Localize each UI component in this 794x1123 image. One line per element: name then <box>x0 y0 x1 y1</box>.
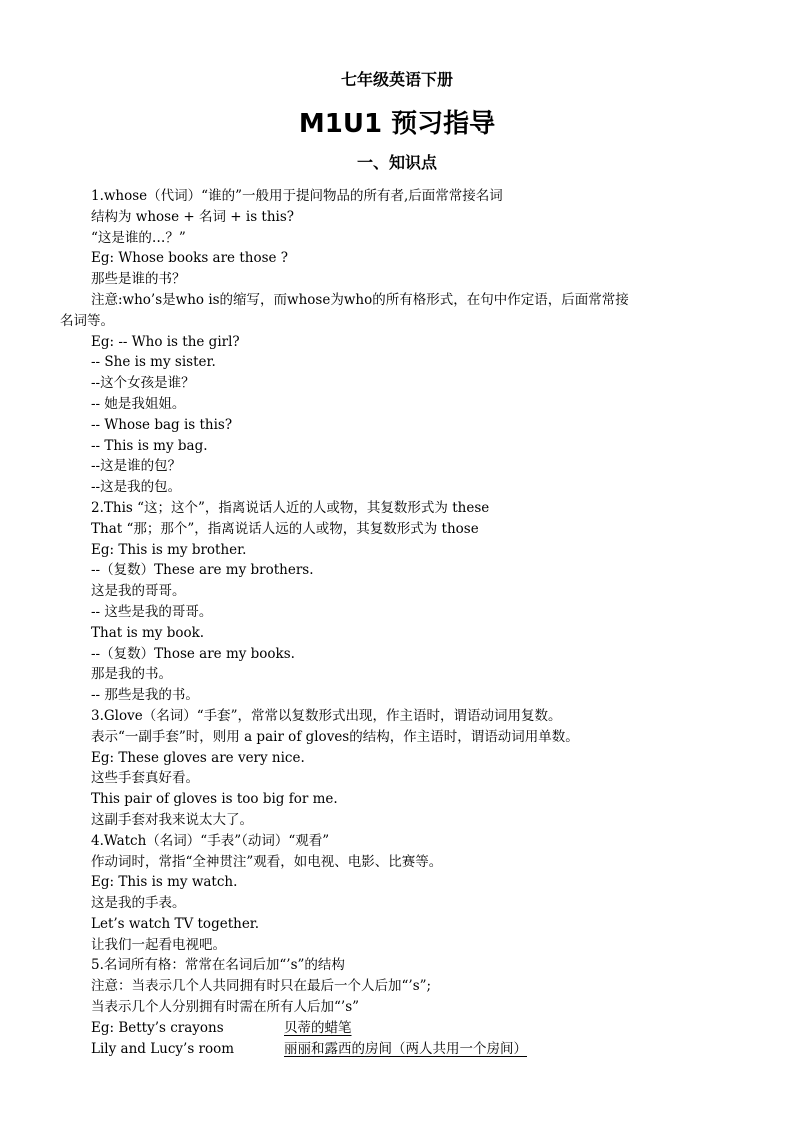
document-subtitle: M1U1 预习指导 <box>298 109 496 139</box>
section-heading: 一、知识点 <box>356 153 437 172</box>
text-line: -- She is my sister. <box>91 354 216 371</box>
text-line: 5.名词所有格：常常在名词后加“’s”的结构 <box>91 957 345 974</box>
text-line: 这是我的哥哥。 <box>91 583 186 600</box>
text-line: 那些是谁的书？ <box>91 271 186 288</box>
example-chinese: 贝蒂的蜡笔 <box>284 1019 352 1036</box>
text-line: -- 这些是我的哥哥。 <box>91 603 213 620</box>
text-line: Eg: -- Who is the girl? <box>91 333 240 350</box>
text-line: 那是我的书。 <box>91 666 172 683</box>
body-text <box>60 186 750 1059</box>
text-line: This pair of gloves is too big for me. <box>91 791 338 808</box>
text-line: Eg: These gloves are very nice. <box>91 749 305 766</box>
text-line: -- This is my bag. <box>91 437 208 454</box>
document-title: 七年级英语下册 <box>340 70 453 89</box>
text-line: 3.Glove（名词）“手套”，常常以复数形式出现，作主语时，谓语动词用复数。 <box>91 707 562 724</box>
text-line: 结构为 whose + 名词 + is this? <box>91 208 295 225</box>
example-english: Eg: Betty’s crayons <box>91 1019 224 1036</box>
text-line: 这副手套对我来说太大了。 <box>91 811 253 828</box>
text-line: 这是我的手表。 <box>91 895 186 912</box>
text-line: That “那；那个”，指离说话人远的人或物，其复数形式为 those <box>91 520 479 537</box>
text-line: --这是谁的包？ <box>91 458 182 475</box>
example-pair <box>60 1039 750 1060</box>
text-line: --这个女孩是谁？ <box>91 375 195 392</box>
text-line: --这是我的包。 <box>91 479 182 496</box>
text-line: 1.whose（代词）“谁的”一般用于提问物品的所有者,后面常常接名词 <box>91 188 503 204</box>
text-line: 作动词时，常指“全神贯注”观看，如电视、电影、比赛等。 <box>91 853 443 870</box>
text-line: Let’s watch TV together. <box>91 915 260 932</box>
text-line: 注意:who’s是who is的缩写，而whose为who的所有格形式，在句中作定语，后面常常接 <box>91 291 629 308</box>
text-line: That is my book. <box>91 624 205 641</box>
text-line: Eg: This is my brother. <box>91 541 247 558</box>
text-line: 名词等。 <box>60 312 114 329</box>
text-line: 这些手套真好看。 <box>91 770 199 787</box>
text-line: Eg: Whose books are those ? <box>91 250 289 267</box>
text-line: “这是谁的…？” <box>91 229 186 246</box>
text-line: 让我们一起看电视吧。 <box>91 936 226 953</box>
text-line: -- 她是我姐姐。 <box>91 395 186 412</box>
text-line: 当表示几个人分别拥有时需在所有人后加“’s” <box>91 999 360 1016</box>
example-pair <box>60 1018 750 1039</box>
text-line: 4.Watch（名词）“手表”（动词）“观看” <box>91 832 330 849</box>
example-english: Lily and Lucy’s room <box>91 1040 235 1057</box>
text-line: Eg: This is my watch. <box>91 874 238 891</box>
text-line: --（复数）These are my brothers. <box>91 562 314 579</box>
text-line: -- Whose bag is this? <box>91 416 233 433</box>
example-chinese: 丽丽和露西的房间（两人共用一个房间） <box>284 1040 527 1057</box>
text-line: 2.This “这；这个”，指离说话人近的人或物，其复数形式为 these <box>91 499 490 516</box>
text-line: --（复数）Those are my books. <box>91 645 295 662</box>
text-line: 注意：当表示几个人共同拥有时只在最后一个人后加“’s”; <box>91 978 432 995</box>
text-line: -- 那些是我的书。 <box>91 687 199 704</box>
text-line: 表示“一副手套”时，则用 a pair of gloves的结构，作主语时，谓语动词用单数。 <box>91 728 579 745</box>
